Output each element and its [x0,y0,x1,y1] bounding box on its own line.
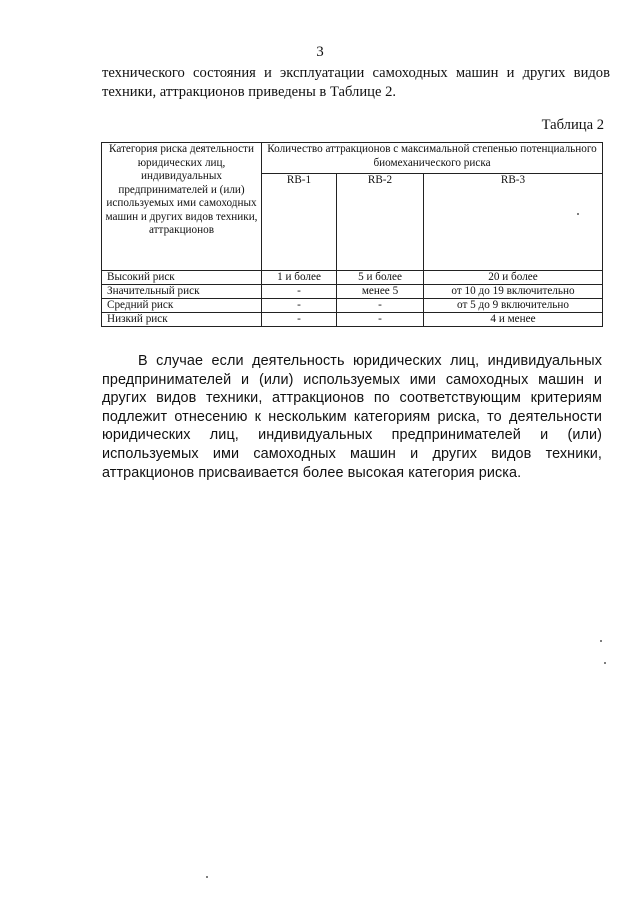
table-row [102,313,603,327]
table-row [102,271,603,285]
intro-line-2: техники, аттракционов приведены в Таблице 2. [102,84,397,100]
intro-line-1: технического состояния и эксплуатации самоходных машин и других видов [102,65,610,81]
row-rb1: 1 и более [262,271,337,285]
scan-speck [577,213,579,215]
row-rb1: - [262,299,337,313]
table-header-row [102,143,603,174]
row-rb2: менее 5 [337,285,424,299]
table-row [102,299,603,313]
row-rb2: - [337,299,424,313]
row-rb1: - [262,313,337,327]
subheader-rb1: RB-1 [262,173,337,270]
row-rb3: 20 и более [424,271,603,285]
header-count-cell: Количество аттракционов с максимальной степенью потенциального биомеханического риска [262,143,603,174]
row-category: Средний риск [102,299,262,313]
row-category: Низкий риск [102,313,262,327]
scan-speck [600,640,602,642]
row-rb1: - [262,285,337,299]
table-row [102,285,603,299]
page-number: 3 [316,44,324,60]
row-rb3: 4 и менее [424,313,603,327]
row-category: Значительный риск [102,285,262,299]
row-rb2: 5 и более [337,271,424,285]
intro-paragraph [102,64,610,102]
row-rb2: - [337,313,424,327]
row-category: Высокий риск [102,271,262,285]
subheader-rb3: RB-3 [424,173,603,270]
table-label: Таблица 2 [541,117,604,133]
header-category-cell: Категория риска деятельности юридических лиц, индивидуальных предпринимателей и (или) используемых ими самоходных машин и других видов техники, аттракционов [102,143,262,271]
body-paragraph: В случае если деятельность юридических лиц, индивидуальных предпринимателей и (или) используемых ими самоходных машин и других видов техники, аттракционов по соответствующим критериям подлежит отнесению к нескольким категориям риска, то деятельности юридических лиц, индивидуальных предпринимателей и (или) используемых ими самоходных машин и других видов техники, аттракционов присваивается более высокая категория риска. [102,353,602,481]
scan-speck [604,662,606,664]
scan-speck [206,876,208,878]
subheader-rb2: RB-2 [337,173,424,270]
risk-category-table [101,142,603,327]
row-rb3: от 10 до 19 включительно [424,285,603,299]
row-rb3: от 5 до 9 включительно [424,299,603,313]
